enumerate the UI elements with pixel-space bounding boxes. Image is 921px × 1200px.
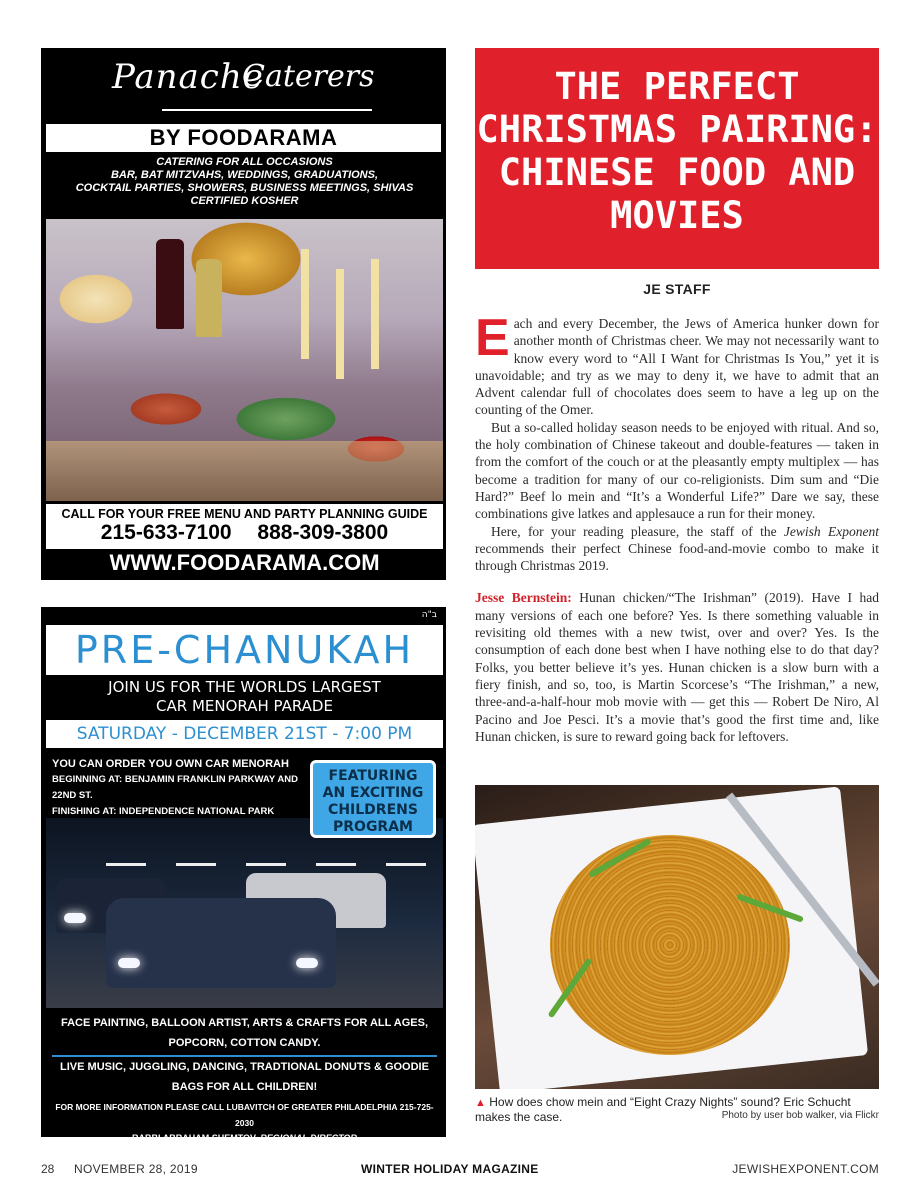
catering-ad: [41, 48, 446, 580]
parade-photo: [46, 818, 443, 1008]
article-paragraph: [475, 309, 879, 419]
drop-cap: E: [475, 309, 510, 367]
paragraph-text: ach and every December, the Jews of America hunker down for another month of Christmas cheer. We may not necessarily want to know every word to “All I Want for Christmas Is You,” yet it is unavoidable; and try as we may to deny it, we have to admit that an Advent calendar full of chocolates does seem to have a leg up on the counting of the Omer.: [475, 316, 879, 418]
wine-bottle-shape: [156, 239, 184, 329]
wine-bottle-shape: [196, 259, 222, 337]
table-cloth-shape: [46, 441, 443, 501]
photo-credit: Photo by user bob walker, via Flickr: [721, 1110, 879, 1121]
logo-rule: [162, 109, 372, 111]
featuring-line: FEATURING: [328, 768, 418, 784]
info-line: FOR MORE INFORMATION PLEASE CALL LUBAVITCH OF GREATER PHILADELPHIA 215-725-2030: [55, 1102, 434, 1128]
activities-info: [46, 1013, 443, 1156]
sponsor-line: SPONSORED BY ARI BEN ROCHEL IN MEMORY OF ROCHEL BAS AVRAHAM O.B.M.: [96, 1146, 393, 1155]
occasion-line: COCKTAIL PARTIES, SHOWERS, BUSINESS MEETINGS, SHIVAS: [75, 182, 414, 194]
logo-word-caterers: Caterers: [242, 59, 375, 94]
occasions-list: [52, 156, 437, 208]
candle-shape: [336, 269, 344, 379]
issue-date: NOVEMBER 28, 2019: [74, 1162, 198, 1176]
join-line: CAR MENORAH PARADE: [156, 697, 333, 715]
phone-2: 888-309-3800: [257, 521, 389, 544]
occasion-line: CATERING FOR ALL OCCASIONS: [156, 156, 333, 168]
order-line: YOU CAN ORDER YOU OWN CAR MENORAH: [52, 758, 289, 770]
director-line: [46, 1131, 443, 1145]
phone-1: 215-633-7100: [100, 521, 232, 544]
order-line: BEGINNING AT: BENJAMIN FRANKLIN PARKWAY AND 22ND ST.: [52, 774, 298, 801]
occasion-line: BAR, BAT MITZVAHS, WEDDINGS, GRADUATIONS,: [110, 169, 379, 181]
paragraph-text: recommends their perfect Chinese food-and-movie combo to make it through Christmas 2019.: [475, 540, 879, 574]
join-text: [46, 678, 443, 716]
featuring-line: PROGRAM: [333, 819, 413, 835]
menorah-shape: [316, 836, 356, 866]
article-body: [475, 309, 879, 745]
buffet-photo: [46, 219, 443, 501]
photo-caption: [475, 1095, 879, 1124]
article-paragraph: [475, 589, 879, 745]
menorah-shape: [246, 836, 286, 866]
caption-text: How does chow mein and “Eight Crazy Nights” sound? Eric Schucht makes the case.: [475, 1095, 851, 1124]
menorah-shape: [106, 836, 146, 866]
event-date: SATURDAY - DECEMBER 21ST - 7:00 PM: [46, 720, 443, 748]
car-shape: [106, 898, 336, 988]
menorah-shape: [386, 836, 426, 866]
bh-mark: ב"ה: [421, 610, 437, 620]
featuring-line: AN EXCITING: [322, 785, 424, 801]
occasion-line: CERTIFIED KOSHER: [190, 195, 299, 207]
paragraph-text: Here, for your reading pleasure, the staff of the: [491, 523, 784, 539]
article-headline: THE PERFECT CHRISTMAS PAIRING: CHINESE FOOD AND MOVIES: [475, 48, 879, 269]
panache-logo: [112, 57, 375, 119]
page-footer: [41, 1162, 879, 1178]
headlight-shape: [118, 958, 140, 968]
order-line: FINISHING AT: INDEPENDENCE NATIONAL PARK: [52, 806, 275, 817]
paragraph-text: Hunan chicken/“The Irishman” (2019). Have I had many versions of each one before? Yes. Is there something valuable in revisiting old themes with a new twist, over and over? Yes. Is the consumption of each done best when I have nothing else to do that day? Folks, you better believe it’s yes. Hunan chicken is a slow burn with a fiery finish, and so, too, is Martin Scorcese’s “The Irishman,” a new, three-and-a-half-hour mob movie with — get this — Robert De Niro, Al Pacino and Joe Pesci. It’s a movie that’s good the first time and, like Hunan chicken, is sure to reward going back for leftovers.: [475, 590, 879, 744]
activities-line: LIVE MUSIC, JUGGLING, DANCING, TRADTIONAL DONUTS & GOODIE BAGS FOR ALL CHILDREN!: [52, 1055, 437, 1097]
article-paragraph: But a so-called holiday season needs to be enjoyed with ritual. And so, the holy combination of Chinese takeout and double-features — taken in from the comfort of the couch or at the pleasantly empty multiplex — has become a tradition for many of our co-religionists. Dim sum and “Die Hard?” Beef lo mein and “It’s a Wonderful Life?” Dare we say, these combinations give latkes and applesauce a run for their money.: [475, 419, 879, 522]
call-line: CALL FOR YOUR FREE MENU AND PARTY PLANNING GUIDE: [61, 507, 428, 521]
activities-line: FACE PAINTING, BALLOON ARTIST, ARTS & CRAFTS FOR ALL AGES, POPCORN, COTTON CANDY.: [60, 1017, 429, 1049]
pre-chanukah-title: PRE-CHANUKAH: [46, 625, 443, 675]
article-paragraph: [475, 523, 879, 575]
candle-shape: [371, 259, 379, 369]
website: JEWISHEXPONENT.COM: [732, 1162, 879, 1176]
phone-numbers: [46, 521, 443, 545]
page-number: 28: [41, 1162, 55, 1176]
foodarama-url: WWW.FOODARAMA.COM: [46, 549, 443, 577]
chanukah-ad: [41, 607, 446, 1155]
publication-name: Jewish Exponent: [783, 523, 879, 539]
director-title: REGIONAL DIRECTOR: [260, 1133, 357, 1143]
by-foodarama-band: BY FOODARAMA: [46, 124, 441, 152]
featuring-line: CHILDRENS: [328, 802, 418, 818]
headlight-shape: [64, 913, 86, 923]
join-line: JOIN US FOR THE WORLDS LARGEST: [108, 678, 381, 696]
paragraph-spacer: [475, 574, 879, 589]
chow-mein-photo: [475, 785, 879, 1089]
featuring-box: [310, 760, 436, 838]
caption-triangle-icon: ▲: [475, 1097, 486, 1109]
logo-word-panache: Panache: [112, 57, 264, 97]
noodles-shape: [550, 835, 790, 1055]
order-info: [52, 756, 322, 820]
magazine-name: WINTER HOLIDAY MAGAZINE: [361, 1162, 539, 1176]
menorah-shape: [176, 836, 216, 866]
candle-shape: [301, 249, 309, 359]
headlight-shape: [296, 958, 318, 968]
article-byline: JE STAFF: [643, 281, 711, 297]
contributor-name: Jesse Bernstein:: [475, 590, 572, 606]
director-name: RABBI ABRAHAM SHEMTOV,: [132, 1133, 258, 1143]
